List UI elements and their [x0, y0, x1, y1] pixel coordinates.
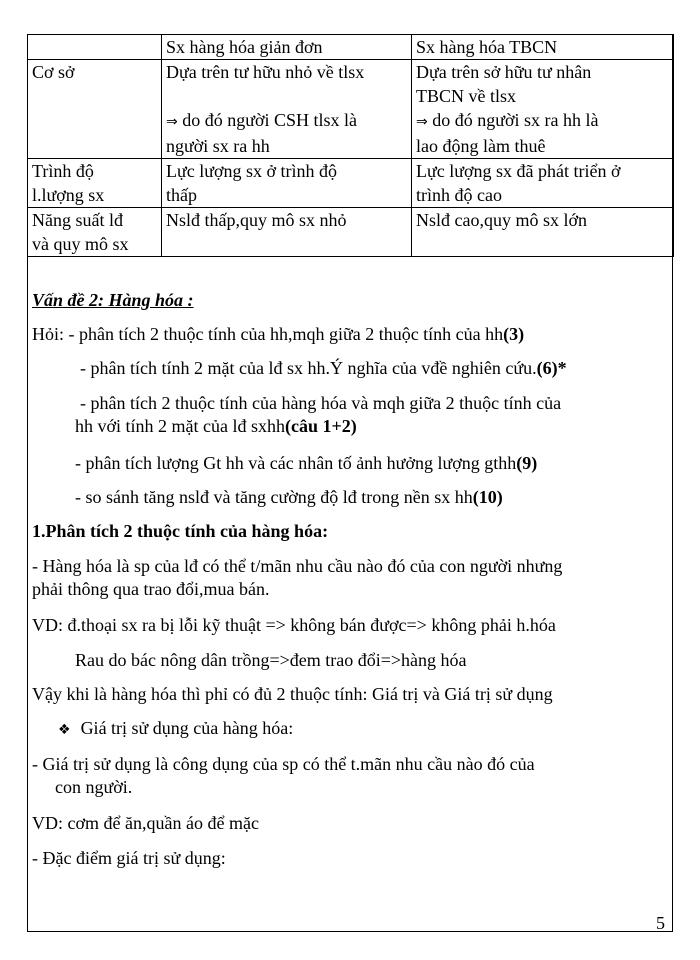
question-text: - phân tích tính 2 mặt của lđ sx hh.Ý nghĩa của vđề nghiên cứu.: [80, 358, 537, 378]
table-cell: [412, 159, 674, 208]
paragraph-line: - Đặc điểm giá trị sử dụng:: [32, 848, 226, 868]
question-text: - phân tích lượng Gt hh và các nhân tố ảnh hưởng lượng gthh: [75, 453, 517, 473]
question-line: [80, 356, 567, 380]
implies-arrow-icon: ⇒: [166, 114, 178, 130]
table-row: [28, 208, 674, 257]
question-line: [75, 485, 503, 509]
row-label: Cơ sở: [28, 60, 162, 159]
paragraph-line: con người.: [55, 777, 133, 797]
row-label: [28, 208, 162, 257]
question-text: Hỏi: - phân tích 2 thuộc tính của hh,mqh giữa 2 thuộc tính của hh: [32, 324, 504, 344]
question-ref: (9): [516, 453, 538, 473]
bullet-line: [58, 716, 293, 742]
question-ref: (10): [472, 487, 503, 507]
cell-text: người sx ra hh: [166, 136, 270, 156]
cell-text: Dựa trên tư hữu nhỏ về tlsx: [166, 62, 365, 82]
question-line: [75, 414, 357, 438]
paragraph-line: - Giá trị sử dụng là công dụng của sp có thể t.mãn nhu cầu nào đó của: [32, 754, 535, 774]
table-cell: Nslđ cao,quy mô sx lớn: [412, 208, 674, 257]
cell-text: do đó người sx ra hh là: [432, 110, 599, 130]
bullet-text: Giá trị sử dụng của hàng hóa:: [80, 718, 294, 738]
cell-text: thấp: [166, 185, 197, 205]
page-number: 5: [656, 913, 665, 933]
question-line: [75, 451, 537, 475]
cell-text: lao động làm thuê: [416, 136, 546, 156]
section-heading: Vấn đề 2: Hàng hóa :: [32, 290, 194, 310]
row-label-line: và quy mô sx: [32, 234, 129, 254]
question-line: [32, 322, 524, 346]
cell-text: trình độ cao: [416, 185, 502, 205]
row-label: [28, 159, 162, 208]
table-cell: [412, 60, 674, 159]
subsection-heading: 1.Phân tích 2 thuộc tính của hàng hóa:: [32, 521, 329, 541]
paragraph-line: phải thông qua trao đổi,mua bán.: [32, 579, 270, 599]
cell-text: Dựa trên sở hữu tư nhân: [416, 62, 592, 82]
question-line: - phân tích 2 thuộc tính của hàng hóa và mqh giữa 2 thuộc tính của: [80, 393, 562, 413]
example-line: VD: đ.thoại sx ra bị lỗi kỹ thuật => không bán được=> không phải h.hóa: [32, 615, 556, 635]
example-line: VD: cơm để ăn,quần áo để mặc: [32, 813, 259, 833]
question-ref: (3): [503, 324, 525, 344]
cell-text: Lực lượng sx đã phát triển ở: [416, 161, 621, 181]
table-header-row: [28, 35, 674, 60]
table-cell: [162, 159, 412, 208]
question-text: - so sánh tăng nslđ và tăng cường độ lđ trong nền sx hh: [75, 487, 473, 507]
row-label-line: Trình độ: [32, 161, 94, 181]
comparison-table: [27, 34, 674, 257]
table-row: [28, 159, 674, 208]
question-text: hh với tính 2 mặt của lđ sxhh: [75, 416, 285, 436]
table-header-cell: [28, 35, 162, 60]
cell-text: do đó người CSH tlsx là: [182, 110, 358, 130]
row-label-line: Năng suất lđ: [32, 210, 123, 230]
table-cell: Nslđ thấp,quy mô sx nhỏ: [162, 208, 412, 257]
row-label-line: l.lượng sx: [32, 185, 105, 205]
question-ref: (câu 1+2): [285, 416, 357, 436]
table-header-cell: Sx hàng hóa TBCN: [412, 35, 674, 60]
diamond-bullet-icon: ❖: [58, 722, 71, 738]
paragraph-line: - Hàng hóa là sp của lđ có thể t/mãn nhu cầu nào đó của con người nhưng: [32, 556, 563, 576]
cell-text: TBCN về tlsx: [416, 86, 517, 106]
table-cell: [162, 60, 412, 159]
question-ref: (6)*: [536, 358, 567, 378]
example-line: Rau do bác nông dân trồng=>đem trao đổi=>hàng hóa: [75, 650, 467, 670]
table-header-cell: Sx hàng hóa giản đơn: [162, 35, 412, 60]
conclusion-line: Vậy khi là hàng hóa thì phỉ có đủ 2 thuộc tính: Giá trị và Giá trị sử dụng: [32, 684, 553, 704]
cell-text: Lực lượng sx ở trình độ: [166, 161, 338, 181]
table-row: [28, 60, 674, 159]
implies-arrow-icon: ⇒: [416, 114, 428, 130]
